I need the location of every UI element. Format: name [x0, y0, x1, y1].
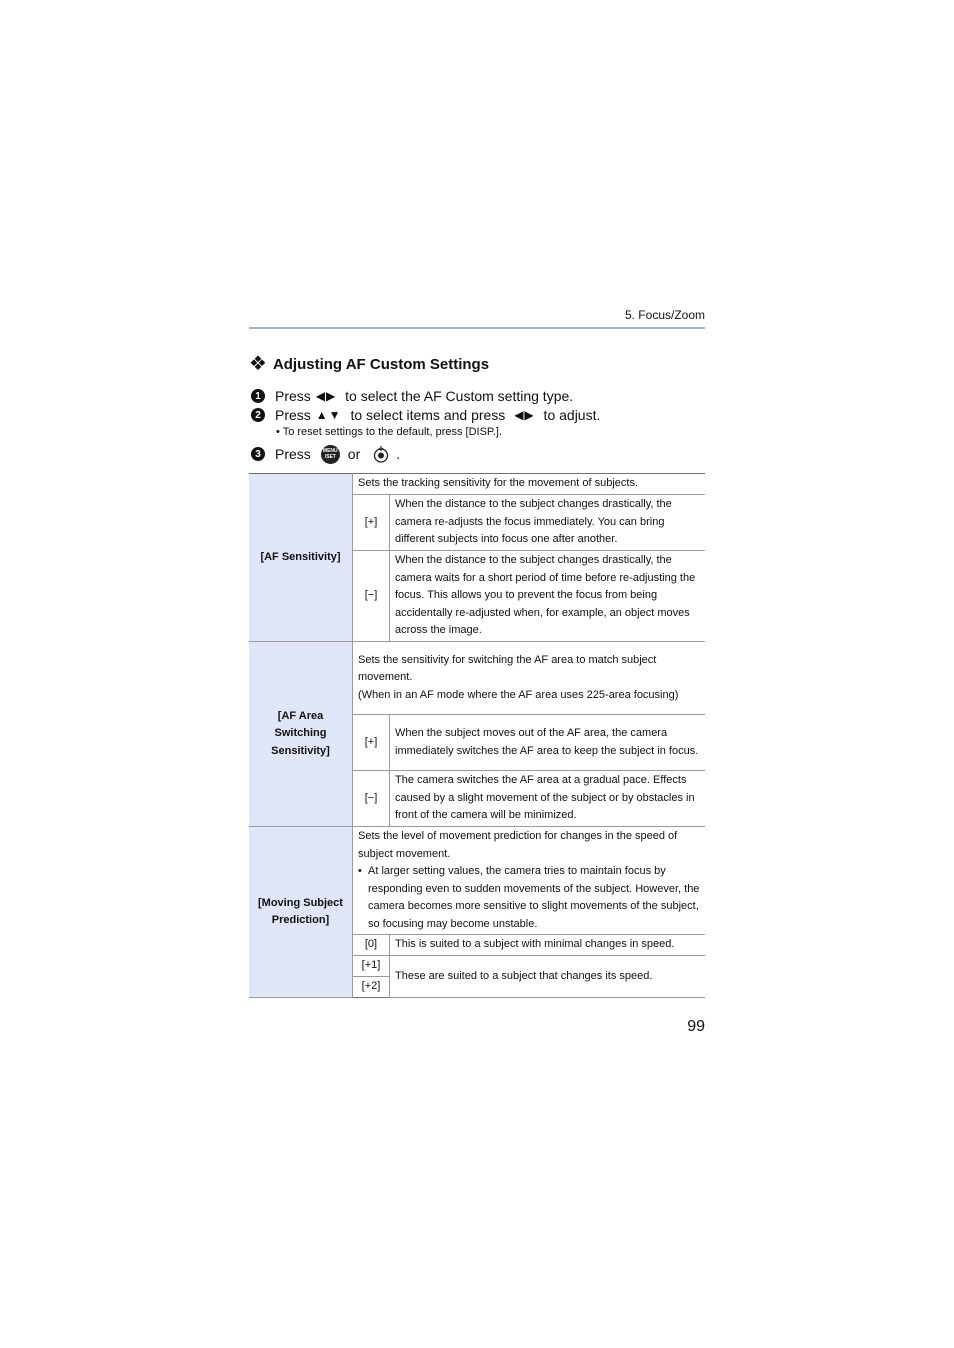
- moving-subject-plus1-key: [+1]: [353, 956, 390, 977]
- af-area-switching-plus-key: [+]: [353, 715, 390, 771]
- af-sensitivity-plus-desc: When the distance to the subject changes drastically, the camera re-adjusts the focus immediately. You can bring different subjects into focus one after another.: [390, 495, 706, 551]
- af-area-switching-minus-key: [−]: [353, 771, 390, 827]
- moving-subject-prediction-label: [Moving Subject Prediction]: [249, 827, 353, 998]
- af-sensitivity-minus-desc: When the distance to the subject changes drastically, the camera waits for a short period of time before re-adjusting the focus. This allows you to prevent the focus from being accidentally re-adjusted when, for example, an object moves across the image.: [390, 551, 706, 642]
- bullet-icon: •: [358, 865, 362, 877]
- step-1-press: Press: [275, 388, 311, 404]
- section-title: Adjusting AF Custom Settings: [272, 355, 490, 373]
- af-area-switching-label: [AF Area Switching Sensitivity]: [249, 642, 353, 827]
- page-number: 99: [687, 1018, 705, 1035]
- table-row: [249, 474, 705, 495]
- chapter-title: 5. Focus/Zoom: [624, 308, 705, 322]
- step-2: [251, 406, 600, 424]
- step-2-text-end: to adjust.: [539, 407, 601, 423]
- af-area-switching-plus-desc: When the subject moves out of the AF area, the camera immediately switches the AF area to keep the subject in focus.: [390, 715, 706, 771]
- left-right-arrows-icon: ◀▶: [514, 408, 535, 422]
- step-3-press: Press: [275, 446, 311, 462]
- control-dial-press-icon: [372, 445, 390, 463]
- table-row: [249, 642, 705, 715]
- menu-set-button-icon: MENU /SET: [321, 445, 340, 464]
- step-number-1-icon: 1: [251, 389, 265, 403]
- moving-subject-plus-desc: These are suited to a subject that changes its speed.: [390, 956, 706, 998]
- step-3: [251, 445, 400, 463]
- moving-subject-zero-desc: This is suited to a subject with minimal changes in speed.: [390, 935, 706, 956]
- header-divider: [249, 327, 705, 329]
- step-number-2-icon: 2: [251, 408, 265, 422]
- step-number-3-icon: 3: [251, 447, 265, 461]
- step-3-end: .: [396, 446, 401, 462]
- moving-subject-zero-key: [0]: [353, 935, 390, 956]
- up-down-arrows-icon: ▲▼: [315, 408, 342, 422]
- step-2-text: to select items and press: [346, 407, 510, 423]
- step-3-or: or: [347, 446, 361, 462]
- left-right-arrows-icon: ◀▶: [315, 389, 337, 403]
- bullet-icon: •: [276, 426, 283, 438]
- af-sensitivity-intro: Sets the tracking sensitivity for the movement of subjects.: [353, 474, 706, 495]
- af-sensitivity-label: [AF Sensitivity]: [249, 474, 353, 642]
- af-area-switching-minus-desc: The camera switches the AF area at a gradual pace. Effects caused by a slight movement of the subject or by obstacles in front of the camera will be minimized.: [390, 771, 706, 827]
- moving-subject-prediction-intro: Sets the level of movement prediction for changes in the speed of subject movement. • At larger setting values, the camera tries to maintain focus by responding even to sudden movements of the subject. However, the camera becomes more sensitive to slight movements of the subject, so focusing may become unstable.: [353, 827, 706, 935]
- reset-note-text: To reset settings to the default, press [DISP.].: [282, 426, 503, 438]
- step-2-press: Press: [275, 407, 311, 423]
- step-1-text: to select the AF Custom setting type.: [341, 388, 574, 404]
- af-custom-settings-table: [249, 473, 705, 998]
- reset-note: [276, 426, 502, 438]
- section-heading: [249, 353, 489, 375]
- table-row: [249, 827, 705, 935]
- af-sensitivity-plus-key: [+]: [353, 495, 390, 551]
- af-sensitivity-minus-key: [−]: [353, 551, 390, 642]
- step-1: [251, 387, 573, 405]
- moving-subject-plus2-key: [+2]: [353, 977, 390, 998]
- four-diamond-icon: ❖: [249, 353, 267, 375]
- af-area-switching-intro: Sets the sensitivity for switching the AF area to match subject movement. (When in an AF mode where the AF area uses 225-area focusing): [353, 642, 706, 715]
